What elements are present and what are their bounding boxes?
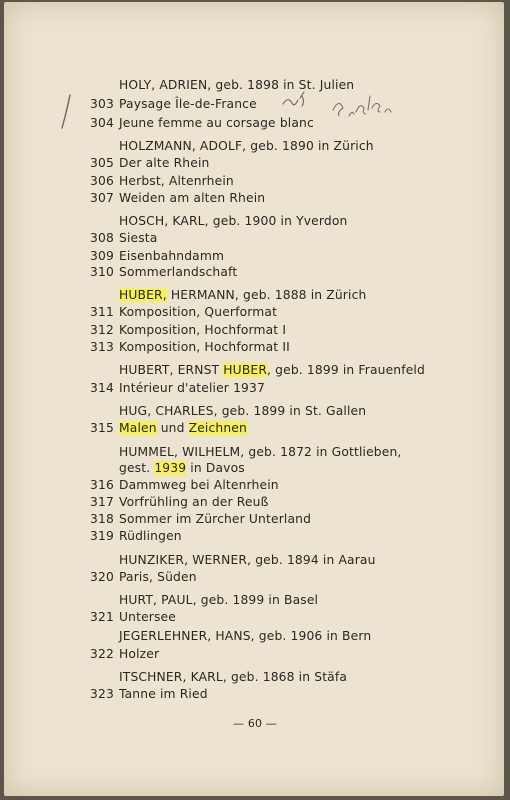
item-number: 312 (90, 323, 114, 337)
item-number: 306 (90, 174, 114, 188)
artist-details: in Davos (186, 461, 245, 475)
artist-heading: JEGERLEHNER, HANS, geb. 1906 in Bern (119, 629, 372, 643)
item-number: 317 (90, 495, 114, 509)
highlighted-name: HUBER, (119, 288, 167, 302)
item-number: 307 (90, 191, 114, 205)
item-title: Rüdlingen (119, 529, 182, 543)
item-number: 322 (90, 647, 114, 661)
item-title: Vorfrühling an der Reuß (119, 495, 269, 509)
artist-details: HERMANN, geb. 1888 in Zürich (166, 288, 367, 302)
highlighted-word: Malen (119, 421, 157, 435)
item-number: 313 (90, 340, 114, 354)
item-title: Komposition, Hochformat I (119, 323, 287, 337)
item-number: 303 (90, 97, 114, 111)
item-number: 318 (90, 512, 114, 526)
item-number: 316 (90, 478, 114, 492)
item-number: 314 (90, 381, 114, 395)
artist-heading: HUG, CHARLES, geb. 1899 in St. Gallen (119, 404, 367, 418)
item-number: 308 (90, 231, 114, 245)
item-title: Siesta (119, 231, 158, 245)
item-title: Herbst, Altenrhein (119, 174, 234, 188)
item-title: Der alte Rhein (119, 156, 210, 170)
item-title: Intérieur d'atelier 1937 (119, 381, 265, 395)
item-number: 323 (90, 687, 114, 701)
artist-heading: HOSCH, KARL, geb. 1900 in Yverdon (119, 214, 348, 228)
item-title: Paris, Süden (119, 570, 197, 584)
item-title: Eisenbahndamm (119, 249, 225, 263)
item-number: 315 (90, 421, 114, 435)
item-number: 304 (90, 116, 114, 130)
artist-details: gest. (119, 461, 155, 475)
item-number: 319 (90, 529, 114, 543)
item-number: 305 (90, 156, 114, 170)
item-title: Paysage Île-de-France (119, 97, 257, 111)
item-title: Komposition, Hochformat II (119, 340, 290, 354)
item-title: Komposition, Querformat (119, 305, 278, 319)
item-title: Sommer im Zürcher Unterland (119, 512, 312, 526)
artist-heading: HOLY, ADRIEN, geb. 1898 in St. Julien (119, 78, 355, 92)
artist-heading: HUNZIKER, WERNER, geb. 1894 in Aarau (119, 553, 376, 567)
item-title: Holzer (119, 647, 160, 661)
artist-name: HUBERT, ERNST (119, 363, 224, 377)
item-title: Sommerlandschaft (119, 265, 238, 279)
highlighted-year: 1939 (154, 461, 187, 475)
artist-heading: ITSCHNER, KARL, geb. 1868 in Stäfa (119, 670, 348, 684)
item-number: 311 (90, 305, 114, 319)
item-title: Untersee (119, 610, 176, 624)
item-number: 320 (90, 570, 114, 584)
item-number: 309 (90, 249, 114, 263)
artist-details: , geb. 1899 in Frauenfeld (267, 363, 425, 377)
highlighted-word: Zeichnen (188, 421, 247, 435)
artist-heading: HUMMEL, WILHELM, geb. 1872 in Gottlieben, (119, 445, 402, 459)
item-title: Jeune femme au corsage blanc (119, 116, 314, 130)
item-title: Weiden am alten Rhein (119, 191, 266, 205)
item-title: Dammweg bei Altenrhein (119, 478, 279, 492)
item-number: 310 (90, 265, 114, 279)
artist-heading: HOLZMANN, ADOLF, geb. 1890 in Zürich (119, 139, 374, 153)
page-number: — 60 — (233, 717, 277, 730)
title-text: und (156, 421, 189, 435)
item-number: 321 (90, 610, 114, 624)
highlighted-name: HUBER (223, 363, 268, 377)
artist-heading: HURT, PAUL, geb. 1899 in Basel (119, 593, 319, 607)
item-title: Tanne im Ried (119, 687, 208, 701)
